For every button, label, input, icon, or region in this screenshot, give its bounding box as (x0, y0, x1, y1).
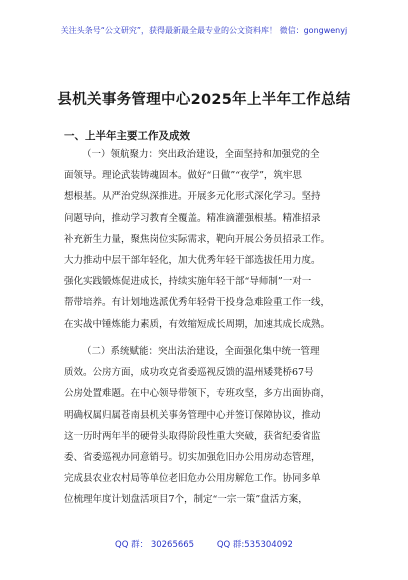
paragraph-1 (64, 144, 366, 335)
paragraph-line: 大力推动中层干部年轻化，加大优秀年轻干部选拔任用力度。 (64, 254, 321, 266)
paragraph-line: 明确权属归属苍南县机关事务管理中心并签订保障协议，推动 (64, 409, 321, 421)
paragraph-line: 帮带培养。有计划地选派优秀年轻骨干投身急难险重工作一线， (64, 297, 331, 309)
paragraph-line: （一）领航聚力：突出政治建设，全面坚持和加强党的全 (82, 149, 320, 160)
paragraph-line: 这一历时两年半的硬骨头取得阶段性重大突破，获省纪委省监 (64, 430, 321, 442)
paragraph-line: 问题导向，推动学习教育全覆盖。精准滴灌强根基。精准招录 (64, 212, 321, 224)
paragraph-line: 委、省委巡视办同意销号。切实加强危旧办公用房动态管理， (64, 451, 321, 463)
section-heading: 一、上半年主要工作及成效 (64, 130, 190, 142)
paragraph-line: 想根基。从严治党纵深推进。开展多元化形式深化学习。坚持 (64, 191, 321, 203)
paragraph-2 (64, 341, 366, 511)
paragraph-line: 面领导。理论武装铸魂固本。做好“日做”“夜学”，筑牢思 (64, 170, 302, 182)
footer-qq-group-1: QQ 群： 30265665 (115, 540, 195, 550)
footer-contact (0, 538, 408, 550)
paragraph-line: 在实战中锤炼能力素质，有效缩短成长周期，加速其成长成熟。 (64, 318, 331, 330)
paragraph-line: 强化实践锻炼促进成长，持续实施年轻干部“导师制”一对一 (64, 276, 312, 288)
header-banner: 关注头条号“公文研究”，获得最新最全最专业的公文资料库！ 微信：gongwenyj (60, 26, 348, 35)
paragraph-line: 完成县农业农村局等单位老旧危办公用房解危工作。协同多单 (64, 473, 321, 485)
paragraph-line: （二）系统赋能：突出法治建设，全面强化集中统一管理 (82, 346, 320, 357)
paragraph-line: 公房处置难题。在中心领导带领下，专班攻坚，多方出面协商， (64, 388, 331, 400)
footer-qq-group-2: QQ 群:535304092 (216, 540, 293, 550)
paragraph-line: 补充新生力量，聚焦岗位实际需求，靶向开展公务员招录工作。 (64, 233, 331, 245)
paragraph-line: 质效。公房方面，成功攻克省委巡视反馈的温州矮凳桥67号 (64, 367, 314, 379)
paragraph-line: 位梳理年度计划盘活项目7个，制定“一宗一策”盘活方案， (64, 494, 308, 506)
document-title: 县机关事务管理中心2025年上半年工作总结 (57, 92, 351, 108)
